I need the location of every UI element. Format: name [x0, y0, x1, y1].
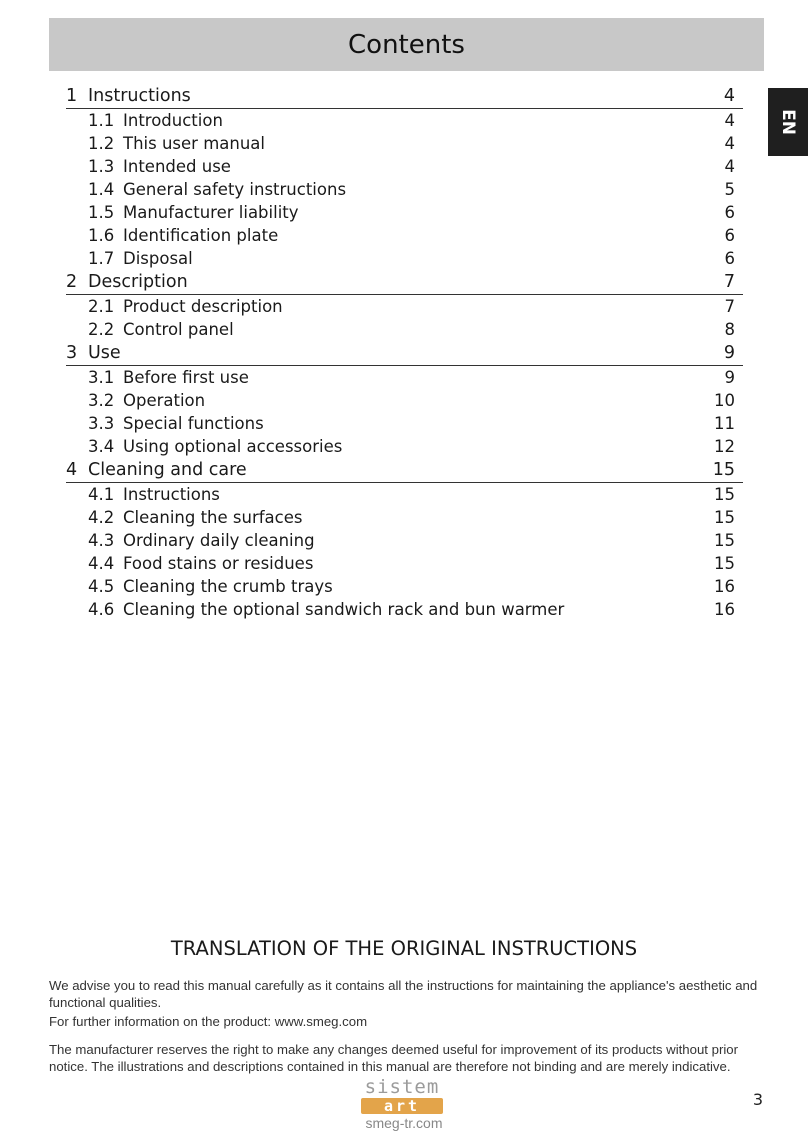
toc-entry-number: 4.4 — [88, 554, 115, 573]
toc-entry[interactable] — [66, 412, 743, 435]
toc-section-page: 4 — [723, 86, 735, 106]
toc-entry[interactable] — [66, 435, 743, 458]
toc-entry-title: Introduction — [123, 111, 223, 130]
toc-entry[interactable] — [66, 224, 743, 247]
toc-entry-page: 6 — [724, 249, 735, 268]
toc-entry-number: 4.5 — [88, 577, 115, 596]
watermark-site: smeg-tr.com — [365, 1115, 443, 1131]
toc-entry-number: 4.6 — [88, 600, 115, 619]
logo-top-text: sistem — [364, 1076, 440, 1098]
toc-entry-title: Cleaning the crumb trays — [123, 577, 333, 596]
toc-entry[interactable] — [66, 389, 743, 412]
toc-entry-title: Using optional accessories — [123, 437, 343, 456]
toc-entry-number: 3.3 — [88, 414, 115, 433]
toc-entry-title: Intended use — [123, 157, 231, 176]
logo-bottom-badge — [361, 1098, 443, 1114]
toc-section-page: 9 — [723, 343, 735, 363]
toc-entry-number: 1.1 — [88, 111, 115, 130]
toc-entry-title: Instructions — [123, 485, 220, 504]
disclaimer-paragraph: The manufacturer reserves the right to make any changes deemed useful for improvement of its products without prior notice. The illustrations and descriptions contained in this manual are therefore not binding and are merely indicative. — [49, 1042, 739, 1074]
toc-entry[interactable] — [66, 109, 743, 132]
toc-entry-page: 11 — [714, 414, 735, 433]
toc-entry-page: 7 — [724, 297, 735, 316]
toc-entry[interactable] — [66, 201, 743, 224]
toc-entry[interactable] — [66, 366, 743, 389]
toc-entry-title: Identification plate — [123, 226, 279, 245]
toc-section-title: Instructions — [88, 86, 191, 106]
page-title: Contents — [348, 29, 465, 60]
toc-entry-title: Product description — [123, 297, 283, 316]
toc-entry[interactable] — [66, 295, 743, 318]
toc-section-page: 15 — [712, 460, 735, 480]
toc-entry-title: General safety instructions — [123, 180, 347, 199]
toc-entry-title: Disposal — [123, 249, 193, 268]
toc-entry-number: 4.3 — [88, 531, 115, 550]
toc-section-title: Use — [88, 343, 121, 363]
toc-entry-number: 1.5 — [88, 203, 115, 222]
toc-entry-page: 9 — [724, 368, 735, 387]
toc-entry[interactable] — [66, 506, 743, 529]
toc-section-number: 3 — [66, 343, 78, 363]
toc-entry[interactable] — [66, 132, 743, 155]
toc-entry[interactable] — [66, 155, 743, 178]
toc-entry-page: 12 — [714, 437, 735, 456]
toc-entry-page: 8 — [724, 320, 735, 339]
toc-entry-number: 2.1 — [88, 297, 115, 316]
toc-entry-number: 1.4 — [88, 180, 115, 199]
toc-section-heading[interactable] — [66, 458, 743, 483]
toc-entry-title: Control panel — [123, 320, 234, 339]
toc-entry-number: 1.3 — [88, 157, 115, 176]
toc-entry-page: 6 — [724, 226, 735, 245]
toc-section — [66, 341, 743, 458]
toc-section — [66, 270, 743, 341]
watermark-logo — [356, 1078, 448, 1116]
toc-entry-page: 15 — [714, 531, 735, 550]
toc-entry-page: 15 — [714, 508, 735, 527]
toc-entry-title: Food stains or residues — [123, 554, 314, 573]
toc-section-heading[interactable] — [66, 84, 743, 109]
toc-section-heading[interactable] — [66, 270, 743, 295]
toc-entry-title: Manufacturer liability — [123, 203, 299, 222]
toc-entry[interactable] — [66, 529, 743, 552]
toc-section-title: Description — [88, 272, 188, 292]
toc-section-number: 2 — [66, 272, 78, 292]
toc-entry-page: 16 — [714, 600, 735, 619]
toc-entry[interactable] — [66, 598, 743, 621]
advice-paragraph: We advise you to read this manual carefully as it contains all the instructions for maintaining the appliance's aesthetic and functional qualities. — [49, 978, 758, 1010]
toc-section-heading[interactable] — [66, 341, 743, 366]
toc-entry-title: This user manual — [123, 134, 265, 153]
toc-entry[interactable] — [66, 247, 743, 270]
toc-entry[interactable] — [66, 178, 743, 201]
toc-entry-number: 1.6 — [88, 226, 115, 245]
toc-entry-number: 3.2 — [88, 391, 115, 410]
toc-entry-title: Special functions — [123, 414, 264, 433]
toc-entry-page: 4 — [724, 157, 735, 176]
toc-section-page: 7 — [723, 272, 735, 292]
toc-section — [66, 458, 743, 621]
toc-entry-title: Cleaning the optional sandwich rack and bun warmer — [123, 600, 565, 619]
toc-entry-number: 4.2 — [88, 508, 115, 527]
translation-title: TRANSLATION OF THE ORIGINAL INSTRUCTIONS — [170, 937, 638, 960]
toc-entry-title: Operation — [123, 391, 206, 410]
contents-header — [49, 18, 764, 71]
toc-entry-number: 2.2 — [88, 320, 115, 339]
toc-entry-title: Ordinary daily cleaning — [123, 531, 315, 550]
toc-entry-number: 1.2 — [88, 134, 115, 153]
language-tab — [768, 88, 808, 156]
logo-bottom-text: art — [383, 1097, 421, 1115]
toc-entry[interactable] — [66, 483, 743, 506]
toc-entry-page: 4 — [724, 134, 735, 153]
table-of-contents — [66, 84, 743, 621]
toc-entry-title: Before first use — [123, 368, 249, 387]
toc-entry-page: 5 — [724, 180, 735, 199]
toc-section-title: Cleaning and care — [88, 460, 247, 480]
toc-section — [66, 84, 743, 270]
language-label: EN — [778, 109, 798, 135]
toc-entry-number: 3.4 — [88, 437, 115, 456]
toc-entry-page: 4 — [724, 111, 735, 130]
toc-section-number: 4 — [66, 460, 78, 480]
toc-entry-page: 6 — [724, 203, 735, 222]
toc-entry-page: 15 — [714, 485, 735, 504]
page-number: 3 — [752, 1090, 763, 1109]
toc-entry[interactable] — [66, 575, 743, 598]
toc-entry-number: 4.1 — [88, 485, 115, 504]
toc-entry-page: 15 — [714, 554, 735, 573]
toc-entry-title: Cleaning the surfaces — [123, 508, 303, 527]
toc-entry-page: 10 — [714, 391, 735, 410]
toc-entry-page: 16 — [714, 577, 735, 596]
info-paragraph: For further information on the product: www.smeg.com — [49, 1014, 368, 1029]
toc-entry[interactable] — [66, 552, 743, 575]
toc-entry-number: 1.7 — [88, 249, 115, 268]
toc-entry-number: 3.1 — [88, 368, 115, 387]
toc-entry[interactable] — [66, 318, 743, 341]
toc-section-number: 1 — [66, 86, 78, 106]
